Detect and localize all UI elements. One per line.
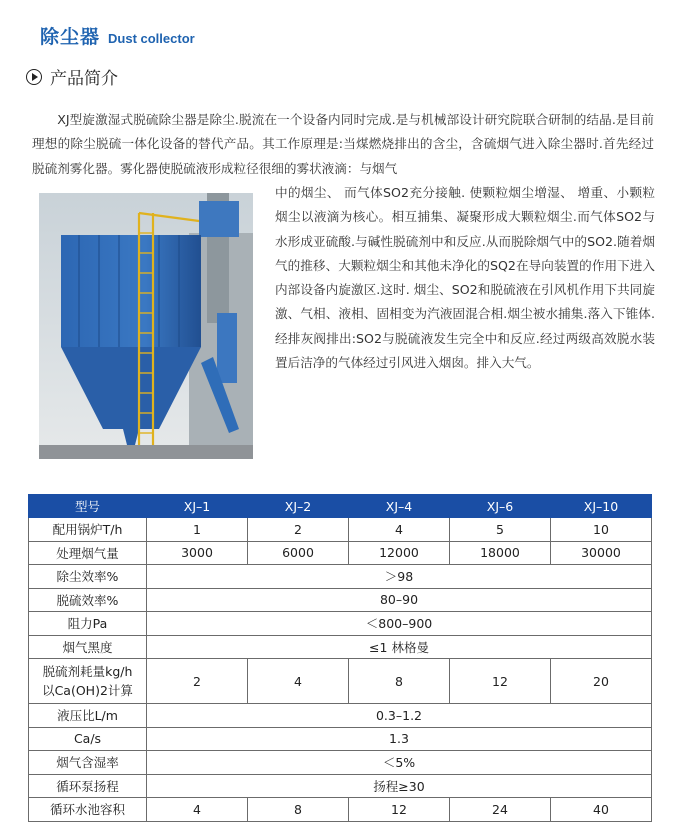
table-header-cell: XJ–10 [551,495,652,518]
merged-cell: 1.3 [147,727,652,751]
table-cell: 2 [147,659,248,704]
table-row [29,565,652,589]
table-cell: 40 [551,798,652,822]
spec-table [28,494,652,822]
table-cell: 18000 [450,541,551,565]
table-row [29,541,652,565]
table-row [29,751,652,775]
table-header-row [29,495,652,518]
row-label: 烟气黑度 [29,635,147,659]
table-header-cell: 型号 [29,495,147,518]
row-label: 除尘效率% [29,565,147,589]
table-header-cell: XJ–6 [450,495,551,518]
table-header-cell: XJ–1 [147,495,248,518]
table-cell: 4 [147,798,248,822]
dust-collector-photo [39,193,253,459]
table-row [29,704,652,728]
table-cell: 20 [551,659,652,704]
merged-cell: ＜800–900 [147,612,652,636]
row-label [29,659,147,704]
play-circle-icon [26,69,42,85]
row-label: 循环泵扬程 [29,774,147,798]
table-cell: 1 [147,518,248,542]
table-cell: 2 [248,518,349,542]
merged-cell: ＜5% [147,751,652,775]
table-cell: 8 [349,659,450,704]
table-cell: 6000 [248,541,349,565]
merged-cell: 扬程≥30 [147,774,652,798]
table-cell: 30000 [551,541,652,565]
table-row [29,518,652,542]
row-label: 脱硫效率% [29,588,147,612]
table-row [29,727,652,751]
table-cell: 10 [551,518,652,542]
table-row [29,612,652,636]
table-row [29,588,652,612]
table-cell: 3000 [147,541,248,565]
table-header-cell: XJ–4 [349,495,450,518]
merged-cell: 0.3–1.2 [147,704,652,728]
merged-cell: ＞98 [147,565,652,589]
table-cell: 12 [349,798,450,822]
row-label: 烟气含湿率 [29,751,147,775]
title-english: Dust collector [108,31,195,46]
table-cell: 5 [450,518,551,542]
table-cell: 4 [349,518,450,542]
intro-paragraph-top: XJ型旋激湿式脱硫除尘器是除尘.脱流在一个设备内同时完成.是与机械部设计研究院联合研制的结晶.是目前理想的除尘脱硫一体化设备的替代产品。其工作原理是:当煤燃烧排出的含尘，含硫烟气进入除尘器时.首先经过脱硫剂雾化器。雾化器使脱硫液形成粒径很细的雾状液滴：与烟气 [32,112,654,176]
row-label: 配用锅炉T/h [29,518,147,542]
row-label: Ca/s [29,727,147,751]
section-label: 产品简介 [50,69,118,89]
table-row [29,774,652,798]
row-label-line: 以Ca(OH)2计算 [42,683,133,698]
merged-cell: 80–90 [147,588,652,612]
row-label: 阻力Pa [29,612,147,636]
page-title [40,22,195,49]
section-heading [26,64,118,89]
table-cell: 24 [450,798,551,822]
merged-cell: ≤1 林格曼 [147,635,652,659]
row-label: 处理烟气量 [29,541,147,565]
table-cell: 12000 [349,541,450,565]
row-label: 液压比L/m [29,704,147,728]
table-row [29,798,652,822]
table-cell: 12 [450,659,551,704]
row-label: 循环水池容积 [29,798,147,822]
title-chinese: 除尘器 [40,26,101,48]
table-cell: 8 [248,798,349,822]
table-row [29,659,652,704]
intro-paragraph-side: 中的烟尘、 而气体SO2充分接触. 使颗粒烟尘增湿、 增重、小颗粒烟尘以液滴为核心。相互捕集、凝聚形成大颗粒烟尘.而气体SO2与水形成亚硫酸.与碱性脱硫剂中和反应.从而脱除烟气中的SO2.随着烟气的推移、大颗粒烟尘和其他未净化的SQ2在导向装置的作用下进入内部设备内旋激区.这时. 烟尘、SO2和脱硫液在引风机作用下共同旋激、气相、液相、固相变为汽液固混合相.烟尘被水捕集.落入下锥体. 经排灰阀排出:SO2与脱硫液发生完全中和反应.经过两级高效脱水装置后洁净的气体经过引风进入烟囱。排入大气。 [275,185,655,371]
table-row [29,635,652,659]
table-cell: 4 [248,659,349,704]
row-label-line: 脱硫剂耗量kg/h [42,664,133,679]
table-header-cell: XJ–2 [248,495,349,518]
